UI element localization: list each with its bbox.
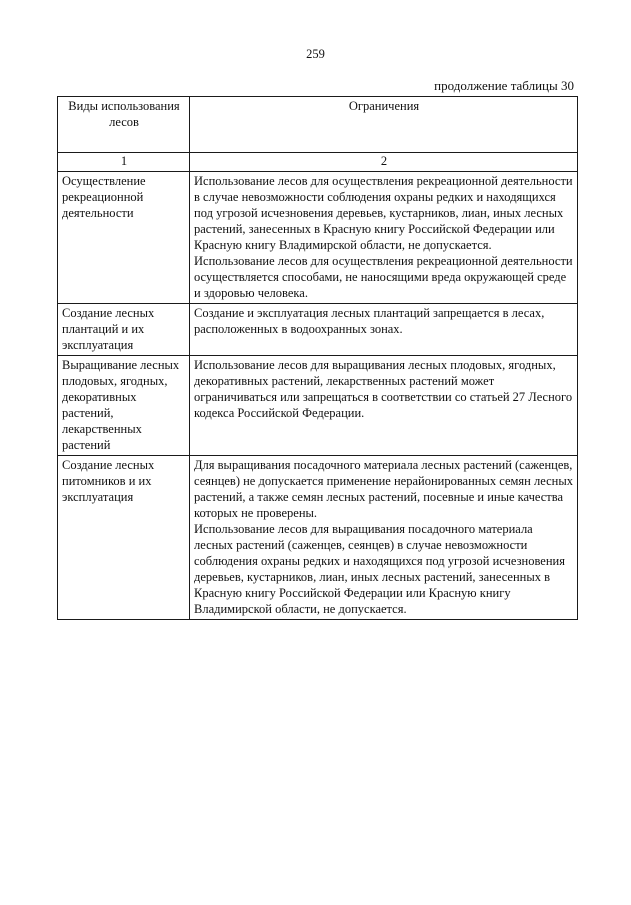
restriction-paragraph: Использование лесов для выращивания лесных плодовых, ягодных, декоративных растений, лекарственных растений может ограничиваться или запрещаться в соответствии со статьей 27 Лесного кодекса Российской Федерации. xyxy=(194,358,573,420)
table-row xyxy=(58,172,578,304)
table-row xyxy=(58,304,578,356)
restriction-paragraph: Использование лесов для осуществления рекреационной деятельности в случае невозможности соблюдения охраны редких и находящихся под угрозой исчезновения деревьев, кустарников, лиан, иных лесных растений, занесенных в Красную книгу Российской Федерации или Красную книгу Владимирской области, не допускается. xyxy=(194,174,573,252)
restriction-paragraph: Использование лесов для выращивания посадочного материала лесных растений (саженцев, сеянцев) в случае невозможности соблюдения охраны редких и находящихся под угрозой исчезновения деревьев, кустарников, лиан, иных лесных растений, занесенных в Красную книгу Российской Федерации или Красную книгу Владимирской области, не допускается. xyxy=(194,522,565,616)
restriction-paragraph: Использование лесов для осуществления рекреационной деятельности осуществляется способами, не наносящими вреда окружающей среде и здоровью человека. xyxy=(194,254,573,300)
restriction-paragraph: Для выращивания посадочного материала лесных растений (саженцев, сеянцев) не допускается применение нерайонированных семян лесных растений, а также семян лесных растений, посевные и иные качества которых не проверены. xyxy=(194,458,573,520)
column-number-1: 1 xyxy=(58,153,190,172)
restriction-cell xyxy=(190,356,578,456)
column-number-row xyxy=(58,153,578,172)
page-number: 259 xyxy=(306,47,325,61)
restriction-cell xyxy=(190,456,578,620)
table-continuation-label: продолжение таблицы 30 xyxy=(434,78,574,93)
table-row xyxy=(58,356,578,456)
forest-use-type: Создание лесных питомников и их эксплуатация xyxy=(58,456,190,620)
restriction-cell xyxy=(190,172,578,304)
header-forest-use-types: Виды использования лесов xyxy=(58,97,190,153)
column-number-2: 2 xyxy=(190,153,578,172)
forest-use-type: Осуществление рекреационной деятельности xyxy=(58,172,190,304)
header-restrictions: Ограничения xyxy=(190,97,578,153)
forest-use-type: Создание лесных плантаций и их эксплуатация xyxy=(58,304,190,356)
restrictions-table xyxy=(57,96,578,620)
restriction-paragraph: Создание и эксплуатация лесных плантаций запрещается в лесах, расположенных в водоохранных зонах. xyxy=(194,306,545,336)
table-header-row xyxy=(58,97,578,153)
restriction-cell xyxy=(190,304,578,356)
forest-use-type: Выращивание лесных плодовых, ягодных, декоративных растений, лекарственных растений xyxy=(58,356,190,456)
table-row xyxy=(58,456,578,620)
